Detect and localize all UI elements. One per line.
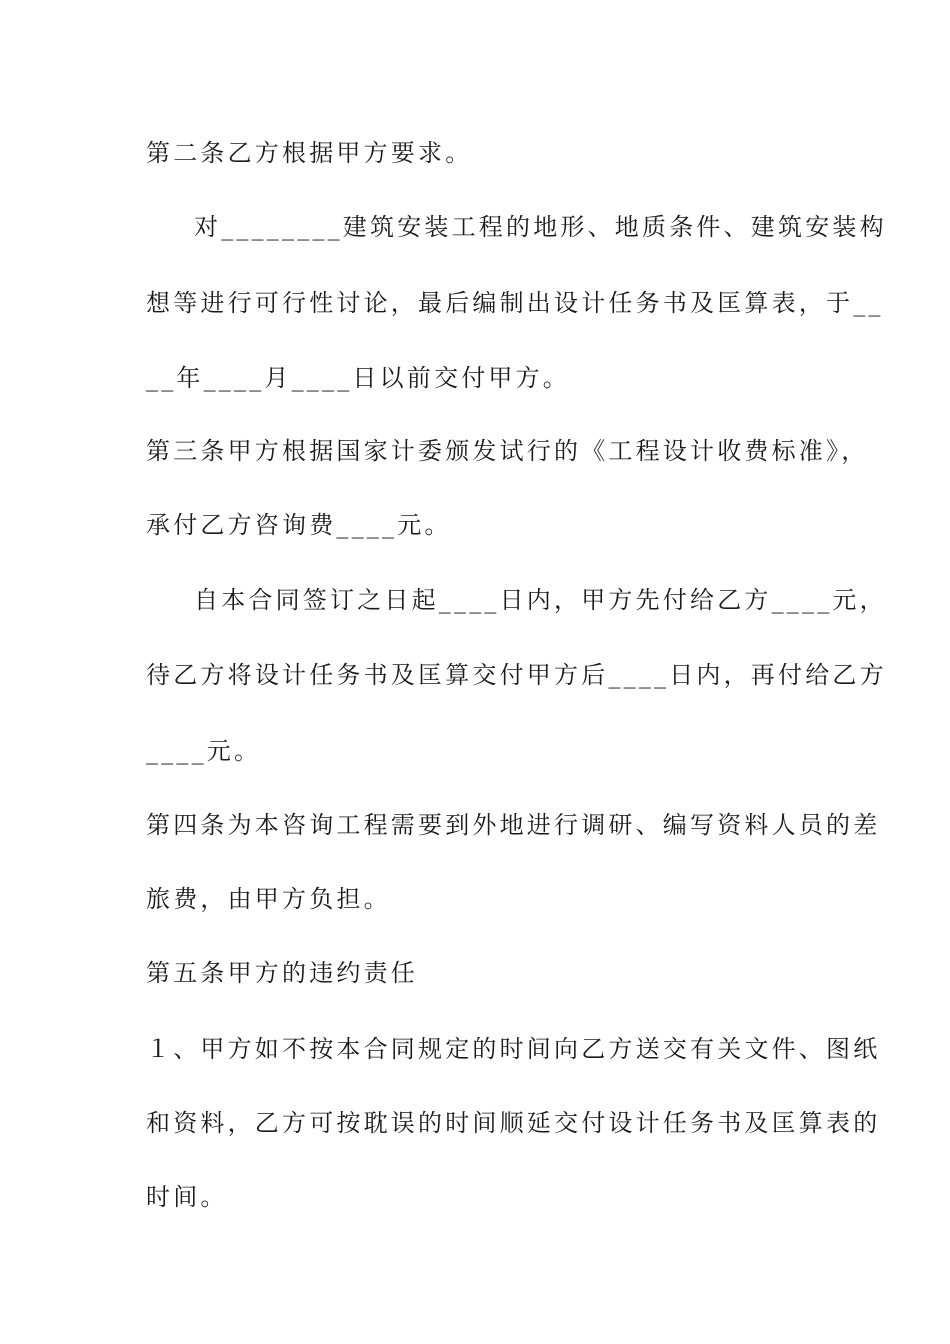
article-2-paragraph-line-2: 想等进行可行性讨论，最后编制出设计任务书及匡算表，于__ bbox=[146, 289, 884, 317]
article-2-heading: 第二条乙方根据甲方要求。 bbox=[146, 139, 473, 167]
clause-1-line-3: 时间。 bbox=[146, 1183, 228, 1211]
article-3-heading-line-1: 第三条甲方根据国家计委颁发试行的《工程设计收费标准》， bbox=[146, 437, 869, 465]
article-4-line-1: 第四条为本咨询工程需要到外地进行调研、编写资料人员的差 bbox=[146, 811, 881, 839]
payment-paragraph-line-2: 待乙方将设计任务书及匡算交付甲方后____日内，再付给乙方 bbox=[146, 661, 887, 689]
payment-paragraph-line-1: 自本合同签订之日起____日内，甲方先付给乙方____元， bbox=[194, 586, 887, 614]
clause-1-line-1: １、甲方如不按本合同规定的时间向乙方送交有关文件、图纸 bbox=[146, 1035, 881, 1063]
article-5-heading: 第五条甲方的违约责任 bbox=[146, 959, 418, 987]
article-2-paragraph-line-3: __年____月____日以前交付甲方。 bbox=[146, 364, 570, 392]
article-2-paragraph-line-1: 对________建筑安装工程的地形、地质条件、建筑安装构 bbox=[194, 213, 887, 241]
article-3-heading-line-2: 承付乙方咨询费____元。 bbox=[146, 511, 452, 539]
payment-paragraph-line-3: ____元。 bbox=[146, 737, 262, 765]
clause-1-line-2: 和资料，乙方可按耽误的时间顺延交付设计任务书及匡算表的 bbox=[146, 1109, 881, 1137]
article-4-line-2: 旅费，由甲方负担。 bbox=[146, 885, 391, 913]
